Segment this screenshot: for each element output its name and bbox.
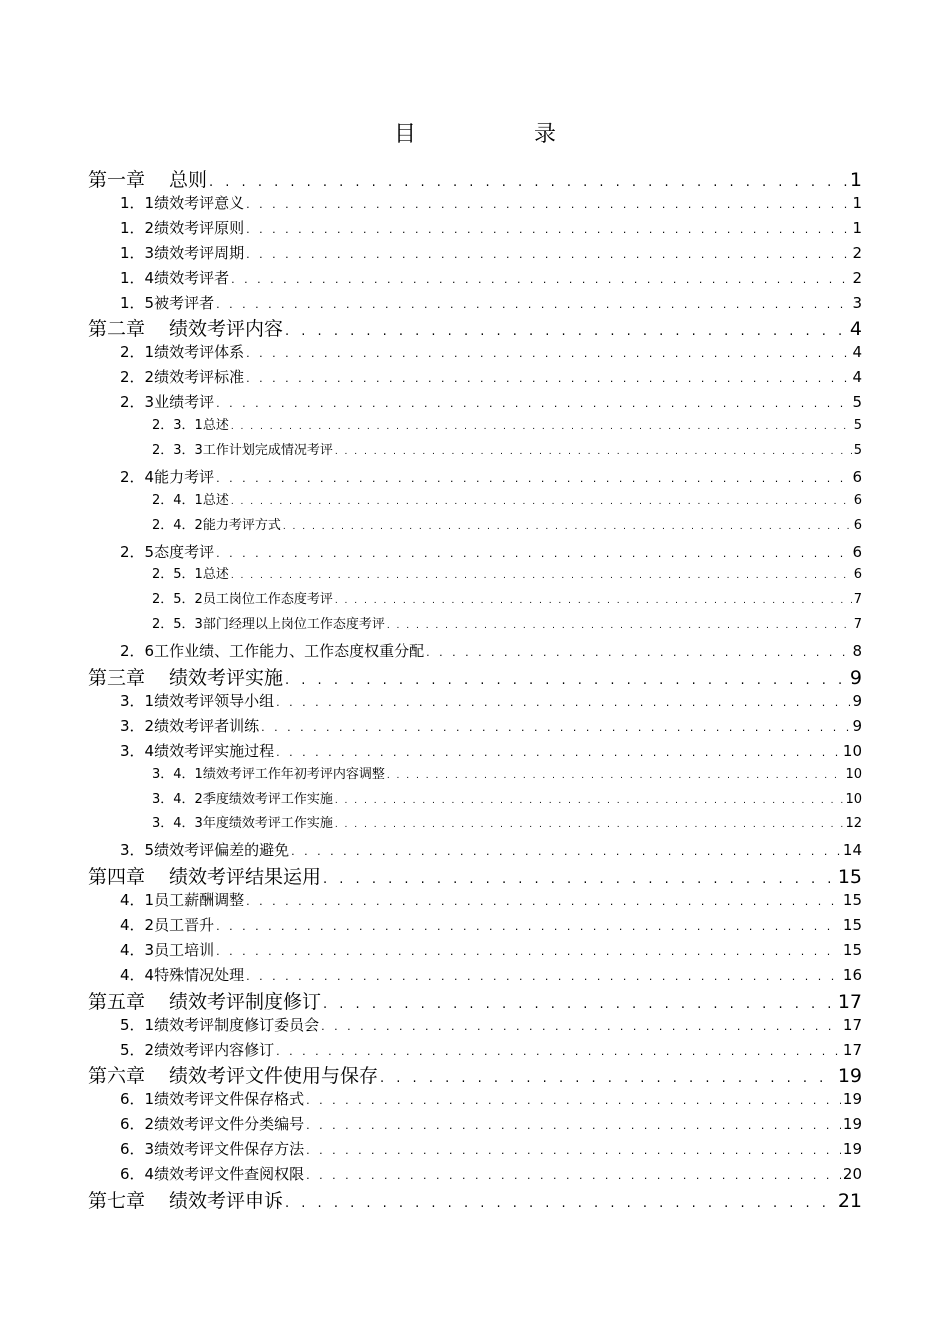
toc-entry-label xyxy=(152,491,229,511)
toc-entry-label xyxy=(152,516,281,536)
toc-entry-text: 2．5态度考评 xyxy=(120,542,215,561)
toc-chapter-number: 第五章 xyxy=(88,990,146,1013)
toc-entry-label xyxy=(88,1188,283,1214)
toc-page-number: 7 xyxy=(853,617,862,633)
toc-section-entry[interactable] xyxy=(120,740,862,762)
toc-dot-leader xyxy=(209,170,848,193)
toc-dot-leader xyxy=(246,194,850,214)
toc-chapter-entry[interactable] xyxy=(88,167,862,193)
toc-subsection-entry[interactable] xyxy=(152,565,862,585)
toc-dot-leader xyxy=(291,841,841,861)
toc-subsection-entry[interactable] xyxy=(152,416,862,436)
toc-entry-text: 4．1员工薪酬调整 xyxy=(120,891,245,910)
toc-page-number: 1 xyxy=(852,218,862,237)
toc-section-entry[interactable] xyxy=(120,292,862,314)
toc-section-entry[interactable] xyxy=(120,690,862,712)
toc-section-entry[interactable] xyxy=(120,466,862,488)
toc-dot-leader xyxy=(276,1041,841,1061)
toc-dot-leader xyxy=(216,468,850,488)
toc-dot-leader xyxy=(335,591,852,610)
toc-dot-leader xyxy=(306,1115,841,1135)
toc-subsection-entry[interactable] xyxy=(152,590,862,610)
toc-entry-label xyxy=(88,989,321,1015)
toc-section-entry[interactable] xyxy=(120,541,862,563)
toc-page-number: 17 xyxy=(842,1015,862,1034)
toc-entry-label xyxy=(120,341,244,363)
toc-page-number: 19 xyxy=(842,1090,862,1109)
toc-chapter-number: 第二章 xyxy=(88,318,146,341)
toc-entry-label xyxy=(152,441,333,461)
toc-section-entry[interactable] xyxy=(120,839,862,861)
toc-entry-label xyxy=(120,267,229,289)
toc-entry-text: 1．1绩效考评意义 xyxy=(120,193,245,212)
toc-entry-label xyxy=(120,292,214,314)
toc-entry-label xyxy=(88,864,321,890)
toc-entry-text: 3．5绩效考评偏差的避免 xyxy=(120,841,290,860)
toc-entry-label xyxy=(120,192,244,214)
toc-page-number: 3 xyxy=(852,293,862,312)
toc-entry-label xyxy=(88,316,283,342)
toc-entry-text: 5．1绩效考评制度修订委员会 xyxy=(120,1015,320,1034)
toc-dot-leader xyxy=(285,668,848,691)
toc-entry-label xyxy=(88,1063,378,1089)
toc-page-number: 6 xyxy=(853,567,862,583)
toc-page-number: 20 xyxy=(842,1165,862,1183)
toc-page-number: 5 xyxy=(853,442,862,458)
toc-dot-leader xyxy=(387,766,844,785)
toc-section-entry[interactable] xyxy=(120,1163,862,1185)
toc-entry-label xyxy=(120,964,244,986)
toc-subsection-entry[interactable] xyxy=(152,491,862,511)
toc-entry-text: 4．3员工培训 xyxy=(120,940,215,959)
toc-entry-label xyxy=(120,839,289,861)
toc-section-entry[interactable] xyxy=(120,1113,862,1135)
toc-entry-label xyxy=(120,914,214,936)
toc-entry-label xyxy=(88,167,207,193)
toc-page-number: 5 xyxy=(852,393,862,412)
toc-page-number: 9 xyxy=(849,667,862,689)
toc-page-number: 4 xyxy=(849,318,862,341)
toc-entry-label xyxy=(120,939,214,961)
toc-page-number: 1 xyxy=(849,169,862,191)
toc-chapter-number: 第四章 xyxy=(88,866,146,889)
toc-entry-label xyxy=(152,765,385,785)
toc-entry-label xyxy=(152,416,229,436)
toc-page-number: 9 xyxy=(852,716,862,735)
toc-entry-label xyxy=(120,1039,274,1061)
toc-dot-leader xyxy=(216,294,850,314)
toc-page-number: 12 xyxy=(845,816,862,832)
toc-section-entry[interactable] xyxy=(120,889,862,911)
toc-dot-leader xyxy=(306,1165,841,1185)
toc-chapter-number: 第六章 xyxy=(88,1065,146,1088)
toc-dot-leader xyxy=(285,319,848,342)
toc-entry-label xyxy=(120,541,214,563)
toc-entry-label xyxy=(152,615,385,635)
toc-page-number: 2 xyxy=(852,268,862,287)
toc-entry-text: 2．3．1总述 xyxy=(152,418,229,433)
toc-entry-text: 6．3绩效考评文件保存方法 xyxy=(120,1140,305,1159)
toc-section-entry[interactable] xyxy=(120,366,862,388)
toc-entry-label xyxy=(152,814,333,834)
toc-entry-text: 2．3．3工作计划完成情况考评 xyxy=(152,442,333,458)
toc-entry-label xyxy=(120,889,244,911)
toc-dot-leader xyxy=(231,417,852,436)
toc-page-number: 15 xyxy=(837,866,862,889)
toc-entry-label xyxy=(152,790,333,810)
toc-page-number: 9 xyxy=(852,691,862,710)
toc-entry-label xyxy=(120,715,259,737)
toc-chapter-entry[interactable] xyxy=(88,864,862,890)
toc-page-number: 15 xyxy=(842,916,862,934)
toc-subsection-entry[interactable] xyxy=(152,814,862,834)
toc-entry-label xyxy=(120,242,244,264)
toc-page-number: 1 xyxy=(852,193,862,212)
toc-page-number: 8 xyxy=(852,642,862,661)
toc-entry-label xyxy=(120,1014,319,1036)
toc-entry-text: 2．6工作业绩、工作能力、工作态度权重分配 xyxy=(120,642,425,661)
toc-page-number: 15 xyxy=(842,891,862,910)
toc-entry-text: 3．2绩效考评者训练 xyxy=(120,716,260,735)
toc-page-number: 6 xyxy=(853,492,862,508)
toc-dot-leader xyxy=(335,442,852,461)
toc-dot-leader xyxy=(321,1016,841,1036)
toc-entry-text: 2．1绩效考评体系 xyxy=(120,343,245,362)
toc-page-number: 10 xyxy=(845,766,862,782)
toc-dot-leader xyxy=(216,916,841,936)
toc-dot-leader xyxy=(246,368,850,388)
toc-entry-text: 3．4．2季度绩效考评工作实施 xyxy=(152,791,333,807)
toc-page-number: 7 xyxy=(853,592,862,608)
toc-chapter-number: 第三章 xyxy=(88,667,146,689)
toc-page-number: 4 xyxy=(852,343,862,362)
toc-dot-leader xyxy=(380,1066,836,1089)
toc-dot-leader xyxy=(216,393,850,413)
toc-dot-leader xyxy=(276,692,850,712)
toc-entry-text: 总则 xyxy=(169,169,208,191)
toc-entry-text: 2．3业绩考评 xyxy=(120,393,215,412)
toc-chapter-number: 第七章 xyxy=(88,1189,146,1212)
toc-section-entry[interactable] xyxy=(120,217,862,239)
toc-page-number: 19 xyxy=(837,1065,862,1088)
toc-dot-leader xyxy=(231,269,850,289)
toc-dot-leader xyxy=(246,343,850,363)
toc-section-entry[interactable] xyxy=(120,192,862,214)
toc-entry-text: 绩效考评结果运用 xyxy=(169,866,322,889)
toc-chapter-entry[interactable] xyxy=(88,316,862,342)
toc-subsection-entry[interactable] xyxy=(152,790,862,810)
toc-entry-label xyxy=(152,565,229,585)
toc-entry-label xyxy=(88,665,283,691)
toc-entry-text: 3．4．1绩效考评工作年初考评内容调整 xyxy=(152,766,385,782)
toc-entry-label xyxy=(152,590,333,610)
toc-section-entry[interactable] xyxy=(120,1088,862,1110)
toc-dot-leader xyxy=(246,244,850,264)
toc-entry-label xyxy=(120,1138,304,1160)
toc-subsection-entry[interactable] xyxy=(152,516,862,536)
toc-entry-text: 绩效考评实施 xyxy=(169,667,284,689)
toc-entry-text: 1．5被考评者 xyxy=(120,293,215,312)
toc-entry-text: 1．4绩效考评者 xyxy=(120,268,230,287)
toc-page-number: 17 xyxy=(842,1040,862,1059)
toc-section-entry[interactable] xyxy=(120,939,862,961)
toc-dot-leader xyxy=(323,867,836,890)
toc-dot-leader xyxy=(246,891,841,911)
toc-dot-leader xyxy=(387,616,852,635)
toc-entry-text: 6．4绩效考评文件查阅权限 xyxy=(120,1165,305,1183)
toc-entry-text: 2．4．1总述 xyxy=(152,492,229,508)
toc-page-number: 16 xyxy=(842,965,862,984)
toc-dot-leader xyxy=(276,742,841,762)
toc-section-entry[interactable] xyxy=(120,341,862,363)
toc-entry-label xyxy=(120,366,244,388)
toc-dot-leader xyxy=(246,966,841,986)
toc-dot-leader xyxy=(231,566,852,585)
toc-entry-label xyxy=(120,217,244,239)
toc-chapter-number: 第一章 xyxy=(88,169,146,191)
toc-dot-leader xyxy=(323,992,836,1015)
toc-entry-label xyxy=(120,1163,304,1185)
toc-entry-text: 绩效考评制度修订 xyxy=(169,990,322,1013)
toc-chapter-entry[interactable] xyxy=(88,989,862,1015)
toc-page-number: 6 xyxy=(853,517,862,533)
toc-dot-leader xyxy=(231,492,852,511)
toc-dot-leader xyxy=(261,717,850,737)
toc-dot-leader xyxy=(335,815,844,834)
toc-chapter-entry[interactable] xyxy=(88,1063,862,1089)
toc-page-number: 21 xyxy=(837,1189,862,1212)
toc-entry-text: 绩效考评申诉 xyxy=(169,1189,284,1212)
toc-page-number: 2 xyxy=(852,243,862,262)
toc-entry-label xyxy=(120,640,424,662)
toc-entry-text: 2．2绩效考评标准 xyxy=(120,368,245,387)
toc-section-entry[interactable] xyxy=(120,242,862,264)
toc-page-number: 19 xyxy=(842,1140,862,1159)
toc-section-entry[interactable] xyxy=(120,640,862,662)
toc-subsection-entry[interactable] xyxy=(152,765,862,785)
toc-dot-leader xyxy=(285,1191,836,1214)
toc-page-number: 17 xyxy=(837,990,862,1013)
toc-chapter-entry[interactable] xyxy=(88,665,862,691)
toc-section-entry[interactable] xyxy=(120,1138,862,1160)
toc-page-number: 10 xyxy=(842,741,862,760)
toc-section-entry[interactable] xyxy=(120,1014,862,1036)
toc-entry-text: 1．3绩效考评周期 xyxy=(120,243,245,262)
toc-entry-text: 6．1绩效考评文件保存格式 xyxy=(120,1090,305,1109)
toc-entry-text: 2．5．1总述 xyxy=(152,567,229,583)
toc-title: 目 录 xyxy=(393,122,604,147)
toc-entry-text: 绩效考评文件使用与保存 xyxy=(169,1065,379,1088)
toc-dot-leader xyxy=(426,642,850,662)
toc-entry-text: 绩效考评内容 xyxy=(169,318,284,341)
toc-section-entry[interactable] xyxy=(120,391,862,413)
toc-entry-text: 5．2绩效考评内容修订 xyxy=(120,1040,275,1059)
toc-entry-text: 2．5．3部门经理以上岗位工作态度考评 xyxy=(152,617,385,633)
toc-page-number: 6 xyxy=(852,542,862,561)
toc-chapter-entry[interactable] xyxy=(88,1188,862,1214)
toc-page-number: 6 xyxy=(852,467,862,486)
toc-page-number: 10 xyxy=(845,791,862,807)
toc-page-number: 4 xyxy=(852,368,862,387)
toc-section-entry[interactable] xyxy=(120,715,862,737)
toc-dot-leader xyxy=(216,941,841,961)
toc-entry-label xyxy=(120,466,214,488)
toc-entry-text: 4．2员工晋升 xyxy=(120,916,215,934)
toc-dot-leader xyxy=(246,219,850,239)
toc-entry-label xyxy=(120,740,274,762)
toc-dot-leader xyxy=(216,543,850,563)
toc-section-entry[interactable] xyxy=(120,914,862,936)
toc-entry-text: 1．2绩效考评原则 xyxy=(120,218,245,237)
toc-entry-label xyxy=(120,1088,304,1110)
toc-page-number: 14 xyxy=(842,841,862,860)
toc-dot-leader xyxy=(335,791,844,810)
toc-dot-leader xyxy=(283,517,852,536)
toc-entry-text: 3．4绩效考评实施过程 xyxy=(120,741,275,760)
toc-entry-text: 2．4．2能力考评方式 xyxy=(152,517,281,533)
toc-entry-text: 3．1绩效考评领导小组 xyxy=(120,691,275,710)
toc-entry-text: 3．4．3年度绩效考评工作实施 xyxy=(152,816,333,832)
toc-page-number: 15 xyxy=(842,940,862,959)
toc-subsection-entry[interactable] xyxy=(152,441,862,461)
toc-dot-leader xyxy=(306,1140,841,1160)
toc-entry-text: 2．4能力考评 xyxy=(120,467,215,486)
toc-entry-label xyxy=(120,391,214,413)
toc-entry-label xyxy=(120,1113,304,1135)
toc-section-entry[interactable] xyxy=(120,1039,862,1061)
toc-page-number: 19 xyxy=(842,1115,862,1134)
toc-subsection-entry[interactable] xyxy=(152,615,862,635)
toc-dot-leader xyxy=(306,1090,841,1110)
toc-section-entry[interactable] xyxy=(120,964,862,986)
toc-entry-text: 6．2绩效考评文件分类编号 xyxy=(120,1115,305,1134)
toc-entry-label xyxy=(120,690,274,712)
toc-entry-text: 2．5．2员工岗位工作态度考评 xyxy=(152,592,333,608)
toc-section-entry[interactable] xyxy=(120,267,862,289)
toc-page-number: 5 xyxy=(853,418,862,433)
toc-entry-text: 4．4特殊情况处理 xyxy=(120,965,245,984)
